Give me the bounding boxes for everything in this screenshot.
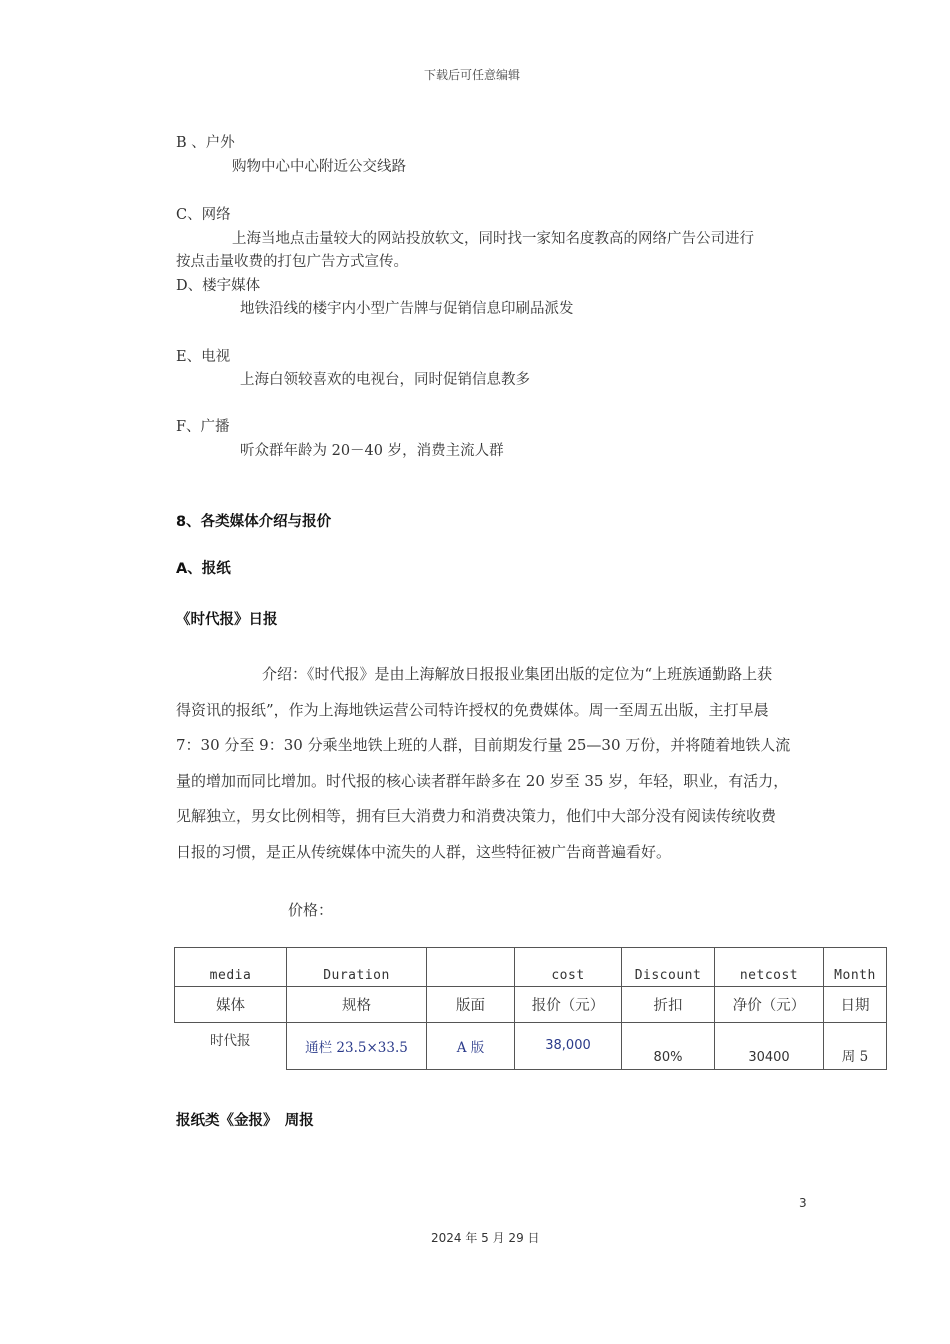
cell-netprice: 30400 [715,1023,824,1070]
col-header-month: Month [824,948,887,987]
cell-media: 时代报 [175,1023,287,1070]
price-table [174,947,887,1070]
col-header-empty [427,948,515,987]
intro-line: 见解独立，男女比例相等，拥有巨大消费力和消费决策力，他们中大部分没有阅读传统收费 [176,807,777,825]
cell-discount: 80% [622,1023,715,1070]
col-header-discount: Discount [622,948,715,987]
footer-date: 2024 年 5 月 29 日 [431,1231,540,1245]
cell-date: 周 5 [824,1023,887,1070]
col-header-price-cn: 报价（元） [515,987,622,1023]
heading-media-intro: 8、各类媒体介绍与报价 [176,514,332,530]
section-e-label: E、电视 [176,349,231,365]
weekly-paper-title: 报纸类《金报》 周报 [176,1113,314,1129]
col-header-netcost: netcost [715,948,824,987]
section-f-label: F、广播 [176,419,230,435]
section-c-desc-2: 按点击量收费的打包广告方式宣传。 [176,254,408,270]
section-f-desc: 听众群年龄为 20－40 岁，消费主流人群 [240,443,504,459]
intro-line: 7：30 分至 9：30 分乘坐地铁上班的人群，目前期发行量 25—30 万份，并将随着地铁人流 [176,736,791,754]
cell-page: A 版 [427,1023,515,1070]
col-header-date-cn: 日期 [824,987,887,1023]
col-header-discount-cn: 折扣 [622,987,715,1023]
col-header-media-cn: 媒体 [175,987,287,1023]
cell-price: 38,000 [515,1023,622,1070]
section-c-desc: 上海当地点击量较大的网站投放软文，同时找一家知名度教高的网络广告公司进行 [232,231,754,247]
section-b-desc: 购物中心中心附近公交线路 [232,159,406,175]
section-d-label: D、楼宇媒体 [176,278,261,294]
section-d-desc: 地铁沿线的楼宇内小型广告牌与促销信息印刷品派发 [240,301,574,317]
newspaper-title: 《时代报》日报 [176,612,278,628]
col-header-duration: Duration [287,948,427,987]
table-header-row-cn [175,987,887,1023]
col-header-page-cn: 版面 [427,987,515,1023]
intro-line: 得资讯的报纸”，作为上海地铁运营公司特许授权的免费媒体。周一至周五出版，主打早晨 [176,700,769,719]
table-row [175,1023,887,1070]
table-header-row-en [175,948,887,987]
col-header-media: media [175,948,287,987]
section-b-label: B 、户外 [176,135,235,151]
col-header-spec-cn: 规格 [287,987,427,1023]
page-header: 下载后可任意编辑 [424,68,521,82]
intro-line: 量的增加而同比增加。时代报的核心读者群年龄多在 20 岁至 35 岁，年轻，职业，有活力， [176,771,789,790]
section-e-desc: 上海白领较喜欢的电视台，同时促销信息教多 [240,372,530,388]
col-header-netprice-cn: 净价（元） [715,987,824,1023]
page-number: 3 [799,1196,807,1210]
col-header-cost: cost [515,948,622,987]
section-c-label: C、网络 [176,207,231,223]
price-label: 价格： [288,901,334,919]
intro-line: 介绍：《时代报》是由上海解放日报报业集团出版的定位为“上班族通勤路上获 [262,665,773,683]
intro-line: 日报的习惯，是正从传统媒体中流失的人群，这些特征被广告商普遍看好。 [176,842,672,861]
intro-paragraph [176,657,816,870]
cell-spec: 通栏 23.5×33.5 [287,1023,427,1070]
heading-newspaper: A、报纸 [176,561,231,577]
